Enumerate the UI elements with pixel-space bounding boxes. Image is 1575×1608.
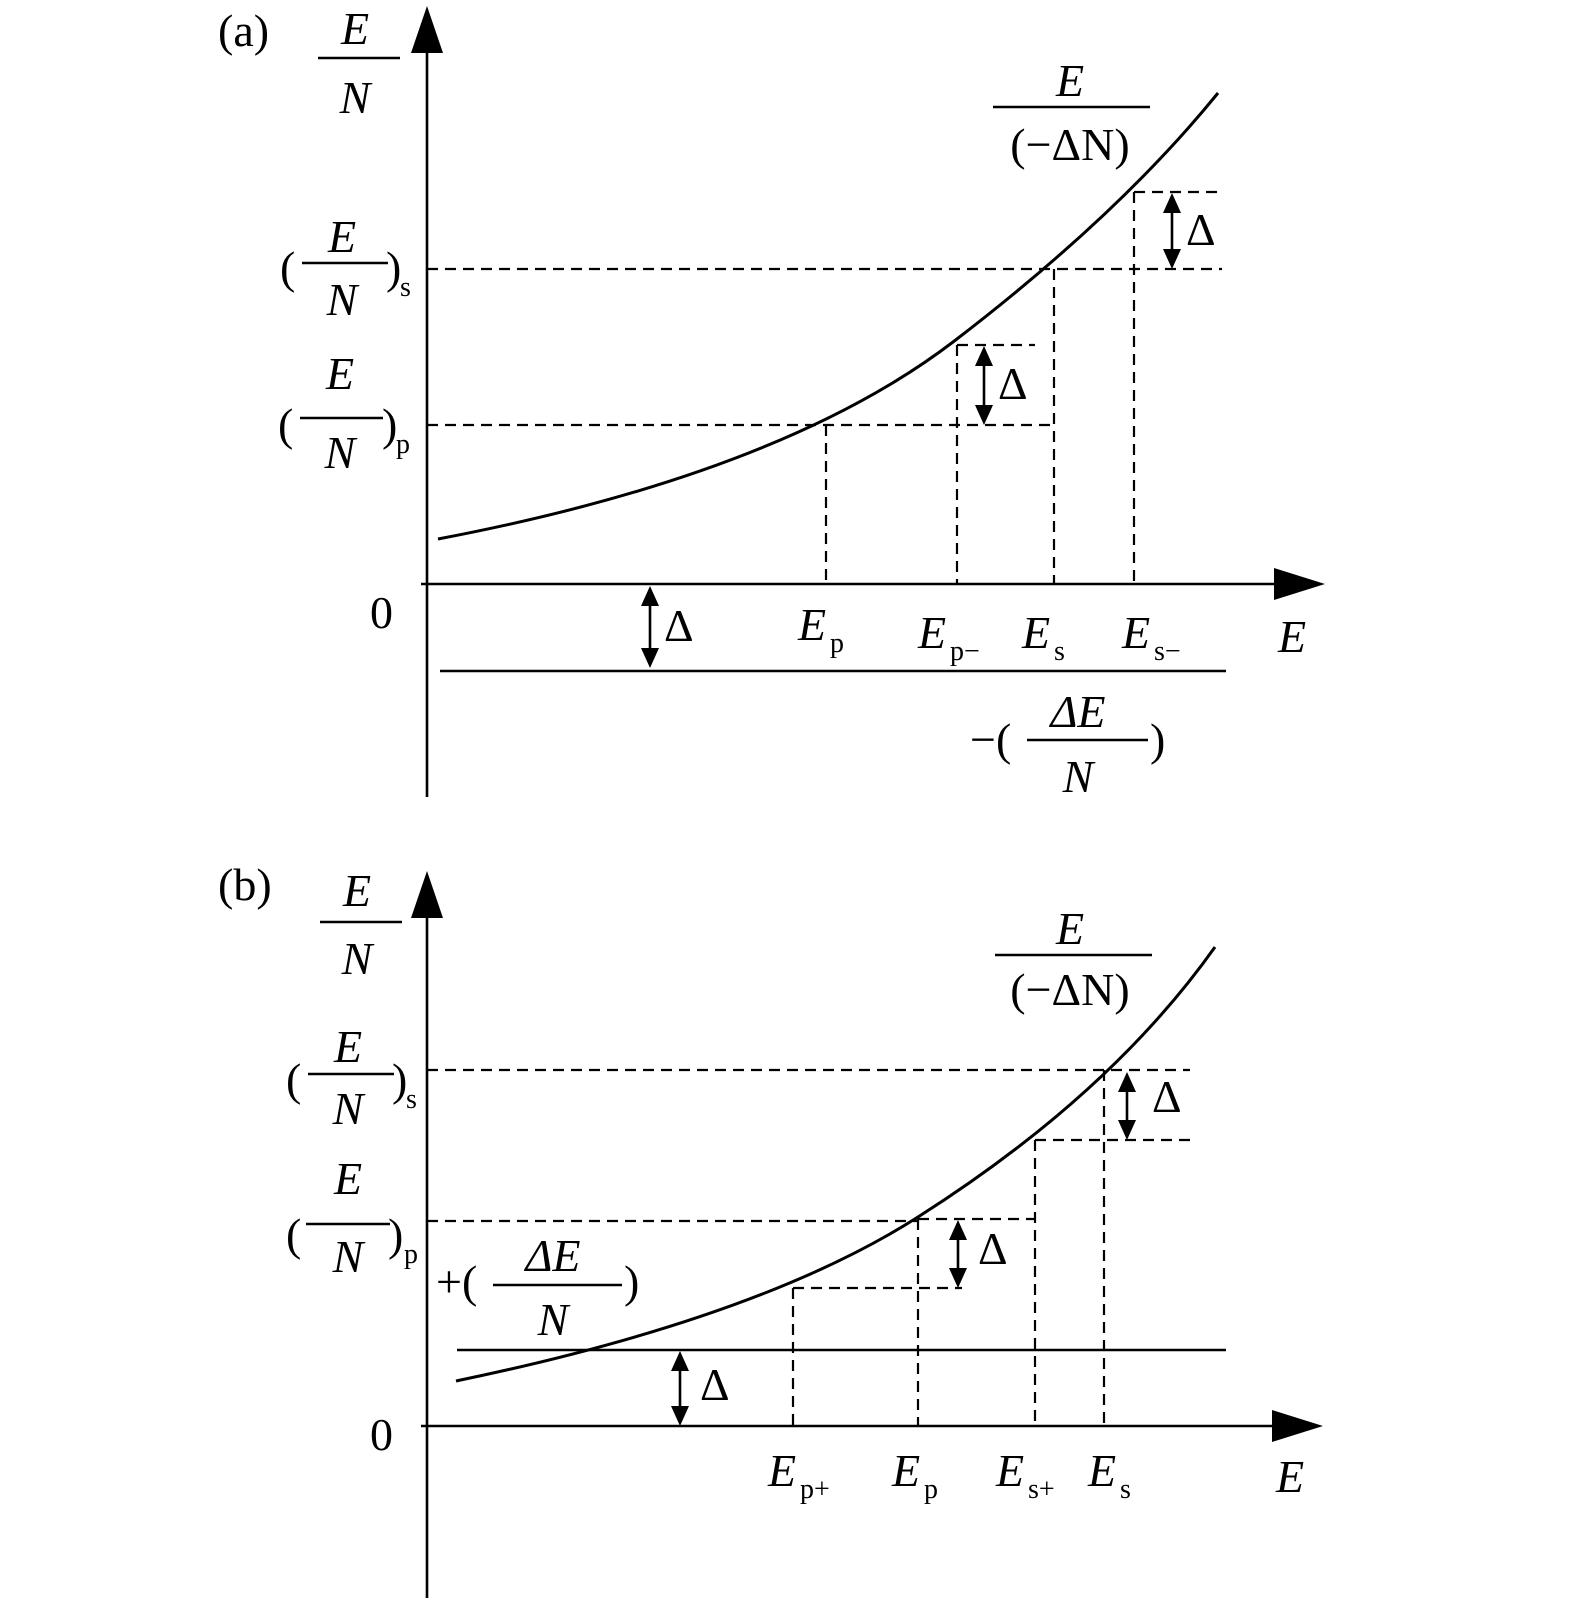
panel-b-x-tick-1-main: E: [768, 1445, 797, 1496]
panel-b-x-tick-3: [995, 1445, 1055, 1505]
panel-a-x-tick-2: [917, 607, 980, 667]
panel-b-x-label: E: [1276, 1451, 1305, 1502]
panel-a-level-s-open: (: [280, 242, 296, 293]
panel-a-level-s-num: E: [327, 211, 357, 262]
panel-a: [218, 3, 1325, 802]
panel-a-shift-sign: −(: [970, 714, 1012, 765]
panel-b-curve-label-num: E: [1055, 903, 1085, 954]
panel-a-x-tick-4-main: E: [1122, 607, 1151, 658]
panel-a-delta-arrow-s: [1163, 193, 1181, 269]
panel-b-x-tick-2-sub: p: [924, 1474, 938, 1505]
panel-a-y-arrowhead: [411, 6, 443, 53]
panel-a-level-p-open: (: [278, 399, 294, 450]
panel-b-level-p-sub: p: [404, 1239, 418, 1270]
panel-b-level-p-open: (: [286, 1209, 302, 1260]
panel-b-delta-shift: Δ: [700, 1359, 730, 1410]
panel-a-x-tick-4-sub: s−: [1154, 636, 1181, 667]
panel-a-shift-num: ΔE: [1050, 686, 1106, 737]
panel-a-delta-arrow-p: [975, 346, 993, 425]
panel-a-shift-close: ): [1150, 714, 1166, 765]
panel-a-level-s-sub: s: [400, 272, 411, 303]
panel-a-level-p-den: N: [324, 427, 356, 478]
panel-a-level-p-close: ): [382, 399, 398, 450]
panel-b-delta-s: Δ: [1152, 1071, 1182, 1122]
panel-a-x-label: E: [1278, 611, 1307, 662]
panel-a-delta-shift: Δ: [664, 600, 694, 651]
panel-b-shift-close: ): [624, 1256, 640, 1307]
panel-a-curve-label-num: E: [1055, 55, 1085, 106]
panel-b-shift-num: ΔE: [525, 1230, 581, 1281]
panel-b-curve-label-den: (−ΔN): [1010, 964, 1130, 1015]
panel-b-level-p-den: N: [332, 1231, 364, 1282]
panel-b-x-tick-4-main: E: [1088, 1445, 1117, 1496]
panel-a-delta-s: Δ: [1186, 204, 1216, 255]
panel-a-delta-arrow-shift: [641, 586, 659, 668]
panel-a-y-label-den: N: [339, 72, 371, 123]
panel-b-level-s-open: (: [286, 1054, 302, 1105]
panel-a-x-tick-2-main: E: [918, 607, 947, 658]
panel-b-level-p-num: E: [333, 1153, 363, 1204]
panel-a-label: (a): [218, 5, 270, 56]
panel-b-y-arrowhead: [411, 871, 443, 918]
panel-a-y-label-num: E: [340, 3, 370, 54]
panel-b: [218, 859, 1323, 1598]
panel-b-label: (b): [218, 859, 272, 910]
panel-a-level-s-close: ): [386, 242, 402, 293]
panel-a-curve-label-den: (−ΔN): [1010, 119, 1130, 170]
panel-a-level-p-sub: p: [396, 429, 410, 460]
panel-a-level-s-den: N: [326, 274, 358, 325]
panel-a-x-tick-2-sub: p−: [950, 636, 980, 667]
panel-b-x-tick-3-main: E: [996, 1445, 1025, 1496]
panel-b-x-arrowhead: [1272, 1410, 1323, 1442]
panel-b-x-tick-2: [891, 1445, 938, 1505]
panel-b-x-tick-3-sub: s+: [1028, 1474, 1055, 1505]
panel-b-y-label-num: E: [342, 865, 372, 916]
panel-b-y-label-den: N: [341, 933, 373, 984]
panel-b-x-tick-1-sub: p+: [800, 1474, 830, 1505]
panel-a-origin-label: 0: [370, 587, 393, 638]
panel-b-level-s-num: E: [333, 1021, 363, 1072]
panel-b-level-s-close: ): [392, 1054, 408, 1105]
panel-b-level-p-close: ): [388, 1209, 404, 1260]
panel-b-shift-den: N: [537, 1294, 569, 1345]
panel-b-level-s-sub: s: [406, 1084, 417, 1115]
panel-b-x-tick-1: [767, 1445, 830, 1505]
panel-a-x-tick-1: [797, 599, 844, 659]
panel-a-x-arrowhead: [1274, 568, 1325, 600]
panel-b-origin-label: 0: [370, 1409, 393, 1460]
panel-b-delta-arrow-p: [949, 1220, 967, 1288]
panel-a-level-p-num: E: [325, 348, 355, 399]
panel-a-x-tick-1-main: E: [798, 599, 827, 650]
panel-b-delta-arrow-s: [1118, 1072, 1136, 1140]
panel-b-x-tick-2-main: E: [892, 1445, 921, 1496]
panel-b-x-tick-4-sub: s: [1120, 1474, 1131, 1505]
panel-b-x-tick-4: [1087, 1445, 1131, 1505]
panel-a-shift-den: N: [1062, 751, 1094, 802]
panel-b-delta-arrow-shift: [671, 1351, 689, 1426]
panel-b-level-s-den: N: [332, 1083, 364, 1134]
panel-b-delta-p: Δ: [978, 1223, 1008, 1274]
panel-a-x-tick-3-main: E: [1022, 607, 1051, 658]
panel-a-x-tick-1-sub: p: [830, 628, 844, 659]
panel-a-x-tick-4: [1121, 607, 1181, 667]
panel-a-x-tick-3: [1021, 607, 1065, 667]
panel-a-delta-p: Δ: [998, 358, 1028, 409]
panel-a-x-tick-3-sub: s: [1054, 636, 1065, 667]
panel-b-shift-sign: +(: [436, 1256, 478, 1307]
